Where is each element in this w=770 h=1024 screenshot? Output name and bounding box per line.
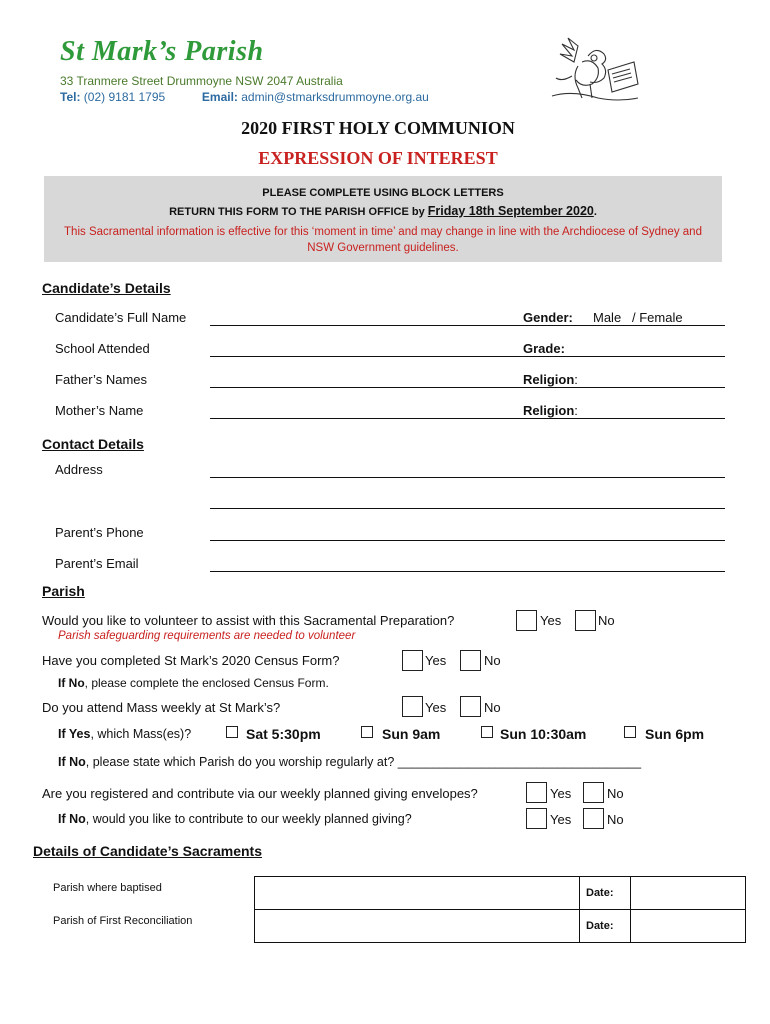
- mothers-name-label: Mother’s Name: [55, 403, 144, 418]
- baptised-date-label: Date:: [580, 877, 631, 910]
- giving-question: Are you registered and contribute via our weekly planned giving envelopes?: [42, 786, 478, 801]
- baptised-date-cell[interactable]: [631, 877, 746, 910]
- sacraments-table: [254, 876, 746, 943]
- school-label: School Attended: [55, 341, 150, 356]
- parent-email-label: Parent’s Email: [55, 556, 139, 571]
- mother-religion-label: [523, 403, 578, 418]
- mother-religion-colon: :: [574, 403, 578, 418]
- planned-giving-text: , would you like to contribute to our weekly planned giving?: [85, 812, 412, 826]
- parent-phone-label: Parent’s Phone: [55, 525, 144, 540]
- father-religion-label: [523, 372, 578, 387]
- candidate-details-heading: Candidate’s Details: [42, 280, 171, 296]
- parish-address: 33 Tranmere Street Drummoyne NSW 2047 Australia: [60, 74, 343, 88]
- giving-no-checkbox[interactable]: [583, 782, 604, 803]
- tel-value: (02) 9181 1795: [83, 90, 166, 104]
- volunteer-question: Would you like to volunteer to assist with this Sacramental Preparation?: [42, 613, 455, 628]
- parent-phone-field[interactable]: [210, 540, 725, 541]
- reconciliation-date-cell[interactable]: [631, 910, 746, 943]
- reconciliation-label: Parish of First Reconciliation: [53, 915, 193, 927]
- gender-options[interactable]: Male / Female: [593, 310, 683, 325]
- mass-sat-530-label: Sat 5:30pm: [246, 726, 321, 742]
- baptised-parish-cell[interactable]: [255, 877, 580, 910]
- gender-label: Gender:: [523, 310, 573, 325]
- mass-sat-530-checkbox[interactable]: [226, 726, 238, 738]
- instruction-block-letters: PLEASE COMPLETE USING BLOCK LETTERS: [262, 187, 504, 199]
- census-note: [58, 676, 329, 690]
- full-name-label: Candidate’s Full Name: [55, 310, 187, 325]
- mass-no-checkbox[interactable]: [460, 696, 481, 717]
- mass-yes-label: Yes: [425, 700, 447, 715]
- table-row: [255, 910, 746, 943]
- email-value: admin@stmarksdrummoyne.org.au: [241, 90, 429, 104]
- mass-sun-1030-label: Sun 10:30am: [500, 726, 587, 742]
- census-note-text: , please complete the enclosed Census Form.: [84, 676, 329, 690]
- address-label: Address: [55, 462, 103, 477]
- mothers-name-field[interactable]: [210, 418, 725, 419]
- mass-which-text: , which Mass(es)?: [90, 727, 192, 741]
- email-label: Email:: [201, 90, 238, 104]
- planned-giving-no-label: No: [607, 812, 624, 827]
- other-parish-question: [58, 755, 641, 769]
- volunteer-yes-label: Yes: [540, 613, 562, 628]
- mass-no-label: No: [484, 700, 501, 715]
- instruction-return: [44, 204, 722, 218]
- father-religion-text: Religion: [523, 372, 575, 387]
- return-date: Friday 18th September 2020: [427, 204, 594, 218]
- census-no-checkbox[interactable]: [460, 650, 481, 671]
- mass-which-label: [58, 727, 191, 741]
- mass-sun-1030-checkbox[interactable]: [481, 726, 493, 738]
- mass-yes-checkbox[interactable]: [402, 696, 423, 717]
- parish-name: St Mark’s Parish: [60, 36, 264, 67]
- fathers-name-label: Father’s Names: [55, 372, 147, 387]
- planned-giving-bold: If No: [58, 812, 86, 826]
- contact-details-heading: Contact Details: [42, 436, 144, 452]
- other-parish-bold: If No: [58, 755, 86, 769]
- census-yes-label: Yes: [425, 653, 447, 668]
- volunteer-no-label: No: [598, 613, 615, 628]
- fathers-name-field[interactable]: [210, 387, 725, 388]
- giving-yes-checkbox[interactable]: [526, 782, 547, 803]
- parent-email-field[interactable]: [210, 571, 725, 572]
- address-field-line-1[interactable]: [210, 477, 725, 478]
- reconciliation-date-label: Date:: [580, 910, 631, 943]
- mass-sun-9-checkbox[interactable]: [361, 726, 373, 738]
- mass-sun-6-label: Sun 6pm: [645, 726, 705, 742]
- father-religion-colon: :: [574, 372, 578, 387]
- return-suffix: .: [593, 206, 597, 218]
- planned-giving-no-checkbox[interactable]: [583, 808, 604, 829]
- other-parish-text: , please state which Parish do you worship regularly at? ___________________________________: [85, 755, 642, 769]
- giving-no-label: No: [607, 786, 624, 801]
- planned-giving-question: [58, 812, 412, 826]
- mass-sun-9-label: Sun 9am: [382, 726, 441, 742]
- census-note-bold: If No: [58, 676, 85, 690]
- mass-sun-6-checkbox[interactable]: [624, 726, 636, 738]
- instruction-disclaimer: This Sacramental information is effective for this ‘moment in time’ and may change in line with the Archdiocese of Sydney and NSW Government guidelines.: [64, 226, 702, 254]
- volunteer-no-checkbox[interactable]: [575, 610, 596, 631]
- table-row: [255, 877, 746, 910]
- baptised-label: Parish where baptised: [53, 882, 162, 894]
- volunteer-yes-checkbox[interactable]: [516, 610, 537, 631]
- address-field-line-2[interactable]: [210, 508, 725, 509]
- planned-giving-yes-label: Yes: [550, 812, 572, 827]
- sacraments-heading: Details of Candidate’s Sacraments: [33, 843, 263, 859]
- census-question: Have you completed St Mark’s 2020 Census Form?: [42, 653, 340, 668]
- return-text: RETURN THIS FORM TO THE PARISH OFFICE by: [169, 206, 428, 218]
- school-field[interactable]: [210, 356, 725, 357]
- reconciliation-parish-cell[interactable]: [255, 910, 580, 943]
- tel-label: Tel:: [60, 90, 81, 104]
- winged-lion-logo-icon: [548, 36, 648, 104]
- parish-contact: [60, 90, 429, 104]
- parish-heading: Parish: [42, 583, 85, 599]
- mass-question: Do you attend Mass weekly at St Mark’s?: [42, 700, 281, 715]
- giving-yes-label: Yes: [550, 786, 572, 801]
- mass-which-bold: If Yes: [58, 727, 91, 741]
- census-yes-checkbox[interactable]: [402, 650, 423, 671]
- safeguarding-note: Parish safeguarding requirements are needed to volunteer: [58, 630, 356, 642]
- mother-religion-text: Religion: [523, 403, 575, 418]
- grade-label: Grade:: [523, 341, 565, 356]
- page-title: 2020 FIRST HOLY COMMUNION: [241, 118, 515, 138]
- page-subtitle: EXPRESSION OF INTEREST: [258, 148, 498, 168]
- planned-giving-yes-checkbox[interactable]: [526, 808, 547, 829]
- census-no-label: No: [484, 653, 501, 668]
- full-name-field[interactable]: [210, 325, 725, 326]
- instructions-box: [44, 176, 722, 262]
